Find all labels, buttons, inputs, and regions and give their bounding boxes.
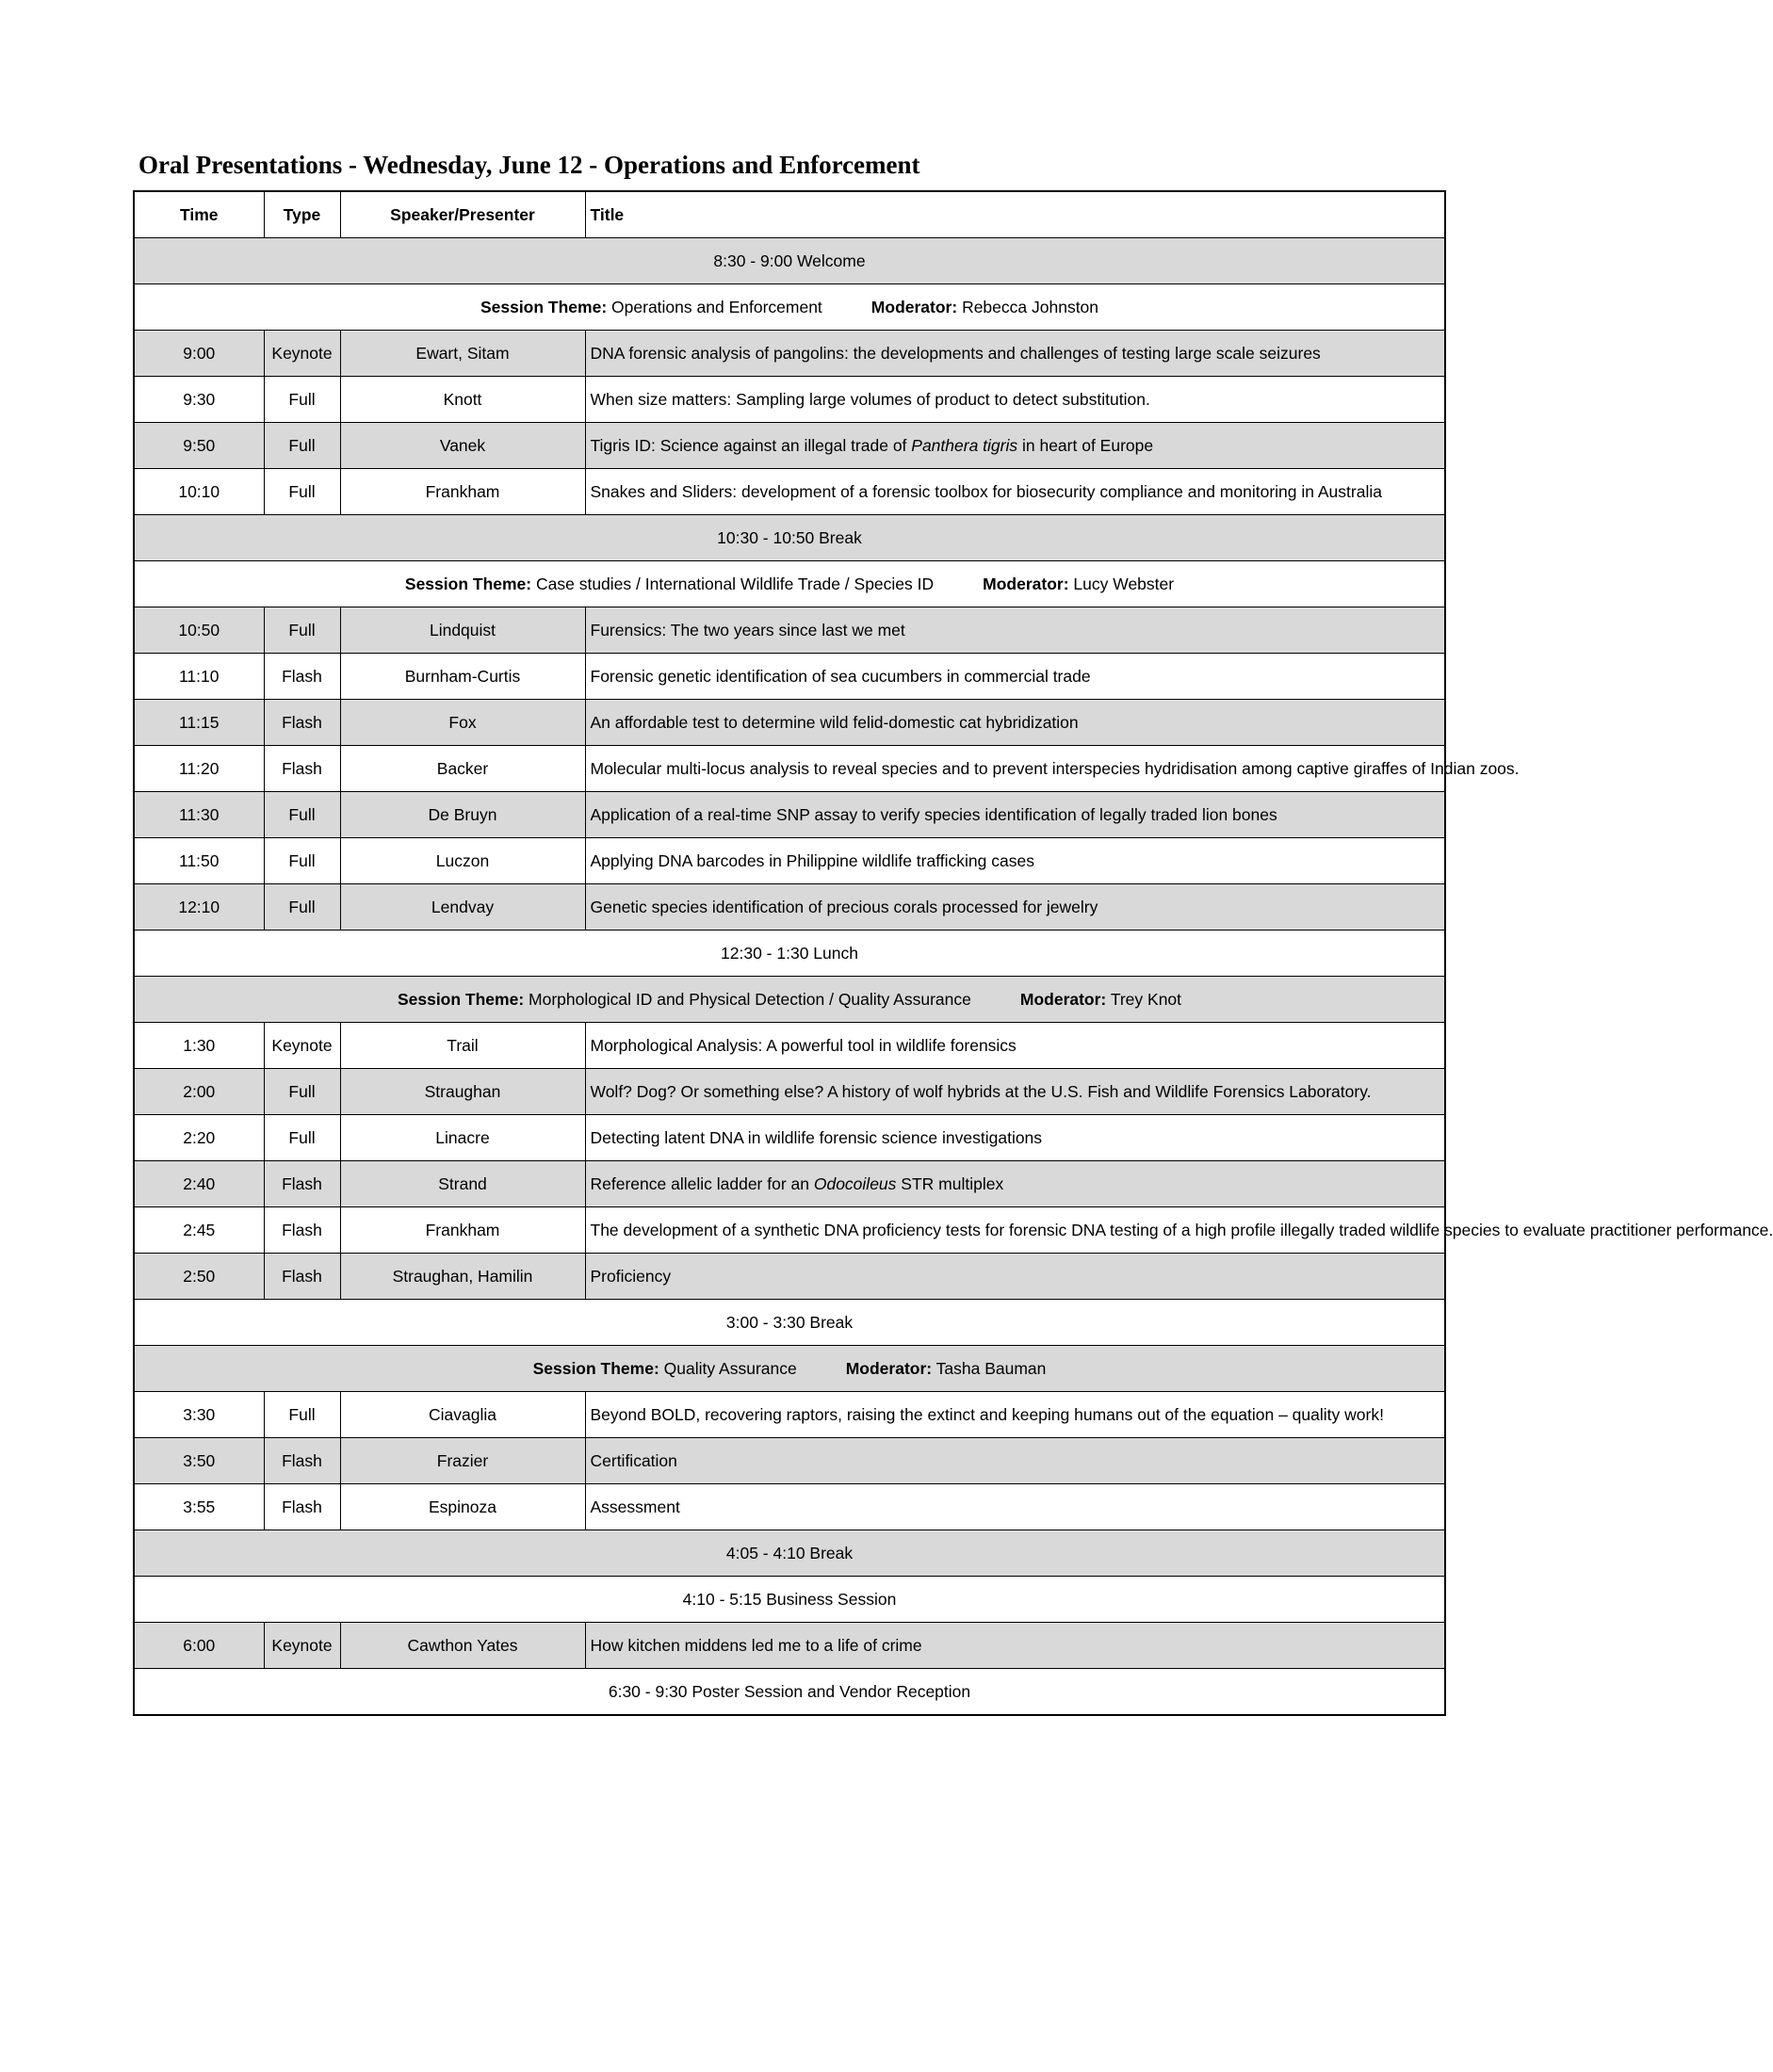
time-cell: 9:50 (134, 423, 264, 469)
speaker-cell: Knott (340, 377, 585, 423)
speaker-cell: Strand (340, 1161, 585, 1207)
speaker-cell: Lindquist (340, 607, 585, 654)
break-label: 4:10 - 5:15 Business Session (134, 1577, 1445, 1623)
table-row (134, 1392, 1445, 1438)
table-row (134, 1023, 1445, 1069)
schedule-break-row (134, 1300, 1445, 1346)
type-cell: Full (264, 377, 340, 423)
title-cell: Certification (585, 1438, 1445, 1484)
table-row (134, 469, 1445, 515)
speaker-cell: Espinoza (340, 1484, 585, 1530)
speaker-cell: Frankham (340, 469, 585, 515)
title-cell: Forensic genetic identification of sea cucumbers in commercial trade (585, 654, 1445, 700)
title-cell: Applying DNA barcodes in Philippine wildlife trafficking cases (585, 838, 1445, 884)
schedule-break-row (134, 1577, 1445, 1623)
time-cell: 12:10 (134, 884, 264, 931)
table-row (134, 792, 1445, 838)
type-cell: Flash (264, 1161, 340, 1207)
time-cell: 9:00 (134, 331, 264, 377)
speaker-cell: Luczon (340, 838, 585, 884)
title-cell: Beyond BOLD, recovering raptors, raising the extinct and keeping humans out of the equation – quality work! (585, 1392, 1445, 1438)
title-cell: When size matters: Sampling large volumes of product to detect substitution. (585, 377, 1445, 423)
speaker-cell: Frankham (340, 1207, 585, 1254)
speaker-cell: Ewart, Sitam (340, 331, 585, 377)
header-title: Title (585, 191, 1445, 238)
type-cell: Keynote (264, 331, 340, 377)
table-row (134, 1484, 1445, 1530)
title-cell: Morphological Analysis: A powerful tool in wildlife forensics (585, 1023, 1445, 1069)
time-cell: 3:50 (134, 1438, 264, 1484)
title-species-name: Odocoileus (813, 1174, 897, 1193)
title-text: STR multiplex (896, 1174, 1004, 1193)
moderator-label: Moderator: (983, 574, 1069, 593)
time-cell: 11:10 (134, 654, 264, 700)
title-species-name: Panthera tigris (911, 435, 1018, 455)
title-text: Reference allelic ladder for an (590, 1174, 814, 1193)
time-cell: 2:40 (134, 1161, 264, 1207)
time-cell: 11:15 (134, 700, 264, 746)
break-label: 10:30 - 10:50 Break (134, 515, 1445, 561)
table-row (134, 607, 1445, 654)
table-row (134, 1438, 1445, 1484)
table-row (134, 1069, 1445, 1115)
moderator-name: Rebecca Johnston (962, 297, 1099, 316)
moderator-name: Tasha Bauman (935, 1358, 1047, 1378)
title-cell: DNA forensic analysis of pangolins: the developments and challenges of testing large scale seizures (585, 331, 1445, 377)
break-label: 6:30 - 9:30 Poster Session and Vendor Reception (134, 1669, 1445, 1716)
session-theme-cell (134, 977, 1445, 1023)
schedule-body (134, 238, 1773, 1716)
time-cell: 9:30 (134, 377, 264, 423)
title-cell (585, 1161, 1445, 1207)
type-cell: Flash (264, 1207, 340, 1254)
type-cell: Flash (264, 1438, 340, 1484)
speaker-cell: Lendvay (340, 884, 585, 931)
moderator-name: Lucy Webster (1073, 574, 1175, 593)
moderator-label: Moderator: (870, 297, 958, 316)
time-cell: 11:20 (134, 746, 264, 792)
time-cell: 10:50 (134, 607, 264, 654)
speaker-cell: Burnham-Curtis (340, 654, 585, 700)
title-cell: Genetic species identification of precious corals processed for jewelry (585, 884, 1445, 931)
session-theme-label: Session Theme: (404, 574, 532, 593)
session-theme-value: Morphological ID and Physical Detection / Quality Assurance (529, 989, 971, 1009)
moderator-label: Moderator: (1019, 989, 1107, 1009)
table-row (134, 423, 1445, 469)
title-cell: How kitchen middens led me to a life of crime (585, 1623, 1445, 1669)
table-row (134, 1115, 1445, 1161)
title-cell: Assessment (585, 1484, 1445, 1530)
table-row (134, 1207, 1445, 1254)
break-label: 8:30 - 9:00 Welcome (134, 238, 1445, 284)
type-cell: Flash (264, 700, 340, 746)
session-theme-label: Session Theme: (532, 1358, 659, 1378)
speaker-cell: Linacre (340, 1115, 585, 1161)
moderator-label: Moderator: (845, 1358, 933, 1378)
type-cell: Full (264, 1115, 340, 1161)
title-cell (585, 423, 1445, 469)
time-cell: 2:45 (134, 1207, 264, 1254)
time-cell: 3:55 (134, 1484, 264, 1530)
schedule-break-row (134, 1530, 1445, 1577)
header-speaker: Speaker/Presenter (340, 191, 585, 238)
speaker-cell: Backer (340, 746, 585, 792)
session-theme-cell (134, 561, 1445, 607)
session-theme-label: Session Theme: (480, 297, 608, 316)
title-cell: Molecular multi-locus analysis to reveal species and to prevent interspecies hydridisation among captive giraffes of Indian zoos. (585, 746, 1445, 792)
speaker-cell: Ciavaglia (340, 1392, 585, 1438)
header-time: Time (134, 191, 264, 238)
schedule-break-row (134, 238, 1445, 284)
time-cell: 1:30 (134, 1023, 264, 1069)
session-theme-row (134, 977, 1445, 1023)
speaker-cell: Straughan (340, 1069, 585, 1115)
title-cell: Snakes and Sliders: development of a forensic toolbox for biosecurity compliance and monitoring in Australia (585, 469, 1445, 515)
table-row (134, 377, 1445, 423)
time-cell: 2:50 (134, 1254, 264, 1300)
session-theme-row (134, 284, 1445, 331)
session-theme-value: Case studies / International Wildlife Trade / Species ID (536, 574, 935, 593)
title-cell: Wolf? Dog? Or something else? A history of wolf hybrids at the U.S. Fish and Wildlife Forensics Laboratory. (585, 1069, 1445, 1115)
title-cell: Detecting latent DNA in wildlife forensic science investigations (585, 1115, 1445, 1161)
speaker-cell: Straughan, Hamilin (340, 1254, 585, 1300)
break-label: 4:05 - 4:10 Break (134, 1530, 1445, 1577)
title-text: in heart of Europe (1017, 435, 1154, 455)
table-row (134, 1254, 1445, 1300)
schedule-break-row (134, 1669, 1445, 1716)
type-cell: Full (264, 423, 340, 469)
table-row (134, 746, 1445, 792)
page-title: Oral Presentations - Wednesday, June 12 - Operations and Enforcement (138, 151, 920, 179)
session-theme-value: Operations and Enforcement (611, 297, 822, 316)
break-label: 12:30 - 1:30 Lunch (134, 931, 1445, 977)
time-cell: 10:10 (134, 469, 264, 515)
time-cell: 3:30 (134, 1392, 264, 1438)
schedule-break-row (134, 515, 1445, 561)
session-theme-value: Quality Assurance (663, 1358, 797, 1378)
type-cell: Full (264, 469, 340, 515)
table-row (134, 884, 1445, 931)
speaker-cell: Vanek (340, 423, 585, 469)
header-type: Type (264, 191, 340, 238)
moderator-name: Trey Knot (1110, 989, 1182, 1009)
type-cell: Keynote (264, 1023, 340, 1069)
table-row (134, 654, 1445, 700)
time-cell: 11:30 (134, 792, 264, 838)
time-cell: 6:00 (134, 1623, 264, 1669)
table-row (134, 1161, 1445, 1207)
time-cell: 2:00 (134, 1069, 264, 1115)
table-row (134, 838, 1445, 884)
title-cell: An affordable test to determine wild felid-domestic cat hybridization (585, 700, 1445, 746)
session-theme-row (134, 1346, 1445, 1392)
type-cell: Full (264, 1069, 340, 1115)
session-theme-cell (134, 284, 1445, 331)
time-cell: 11:50 (134, 838, 264, 884)
session-theme-cell (134, 1346, 1445, 1392)
table-row (134, 1623, 1445, 1669)
break-label: 3:00 - 3:30 Break (134, 1300, 1445, 1346)
title-cell: The development of a synthetic DNA proficiency tests for forensic DNA testing of a high profile illegally traded wildlife species to evaluate practitioner performance. (585, 1207, 1445, 1254)
speaker-cell: Fox (340, 700, 585, 746)
speaker-cell: Cawthon Yates (340, 1623, 585, 1669)
type-cell: Flash (264, 746, 340, 792)
title-cell: Proficiency (585, 1254, 1445, 1300)
type-cell: Keynote (264, 1623, 340, 1669)
type-cell: Full (264, 792, 340, 838)
type-cell: Flash (264, 1484, 340, 1530)
title-cell: Application of a real-time SNP assay to verify species identification of legally traded lion bones (585, 792, 1445, 838)
title-text: Tigris ID: Science against an illegal trade of (590, 435, 912, 455)
type-cell: Full (264, 1392, 340, 1438)
type-cell: Flash (264, 1254, 340, 1300)
speaker-cell: De Bruyn (340, 792, 585, 838)
table-row (134, 700, 1445, 746)
table-row (134, 331, 1445, 377)
type-cell: Flash (264, 654, 340, 700)
speaker-cell: Frazier (340, 1438, 585, 1484)
type-cell: Full (264, 838, 340, 884)
schedule-table (133, 190, 1773, 1716)
type-cell: Full (264, 884, 340, 931)
speaker-cell: Trail (340, 1023, 585, 1069)
schedule-break-row (134, 931, 1445, 977)
time-cell: 2:20 (134, 1115, 264, 1161)
type-cell: Full (264, 607, 340, 654)
table-header-row (134, 191, 1445, 238)
title-cell: Furensics: The two years since last we met (585, 607, 1445, 654)
session-theme-label: Session Theme: (397, 989, 525, 1009)
session-theme-row (134, 561, 1445, 607)
